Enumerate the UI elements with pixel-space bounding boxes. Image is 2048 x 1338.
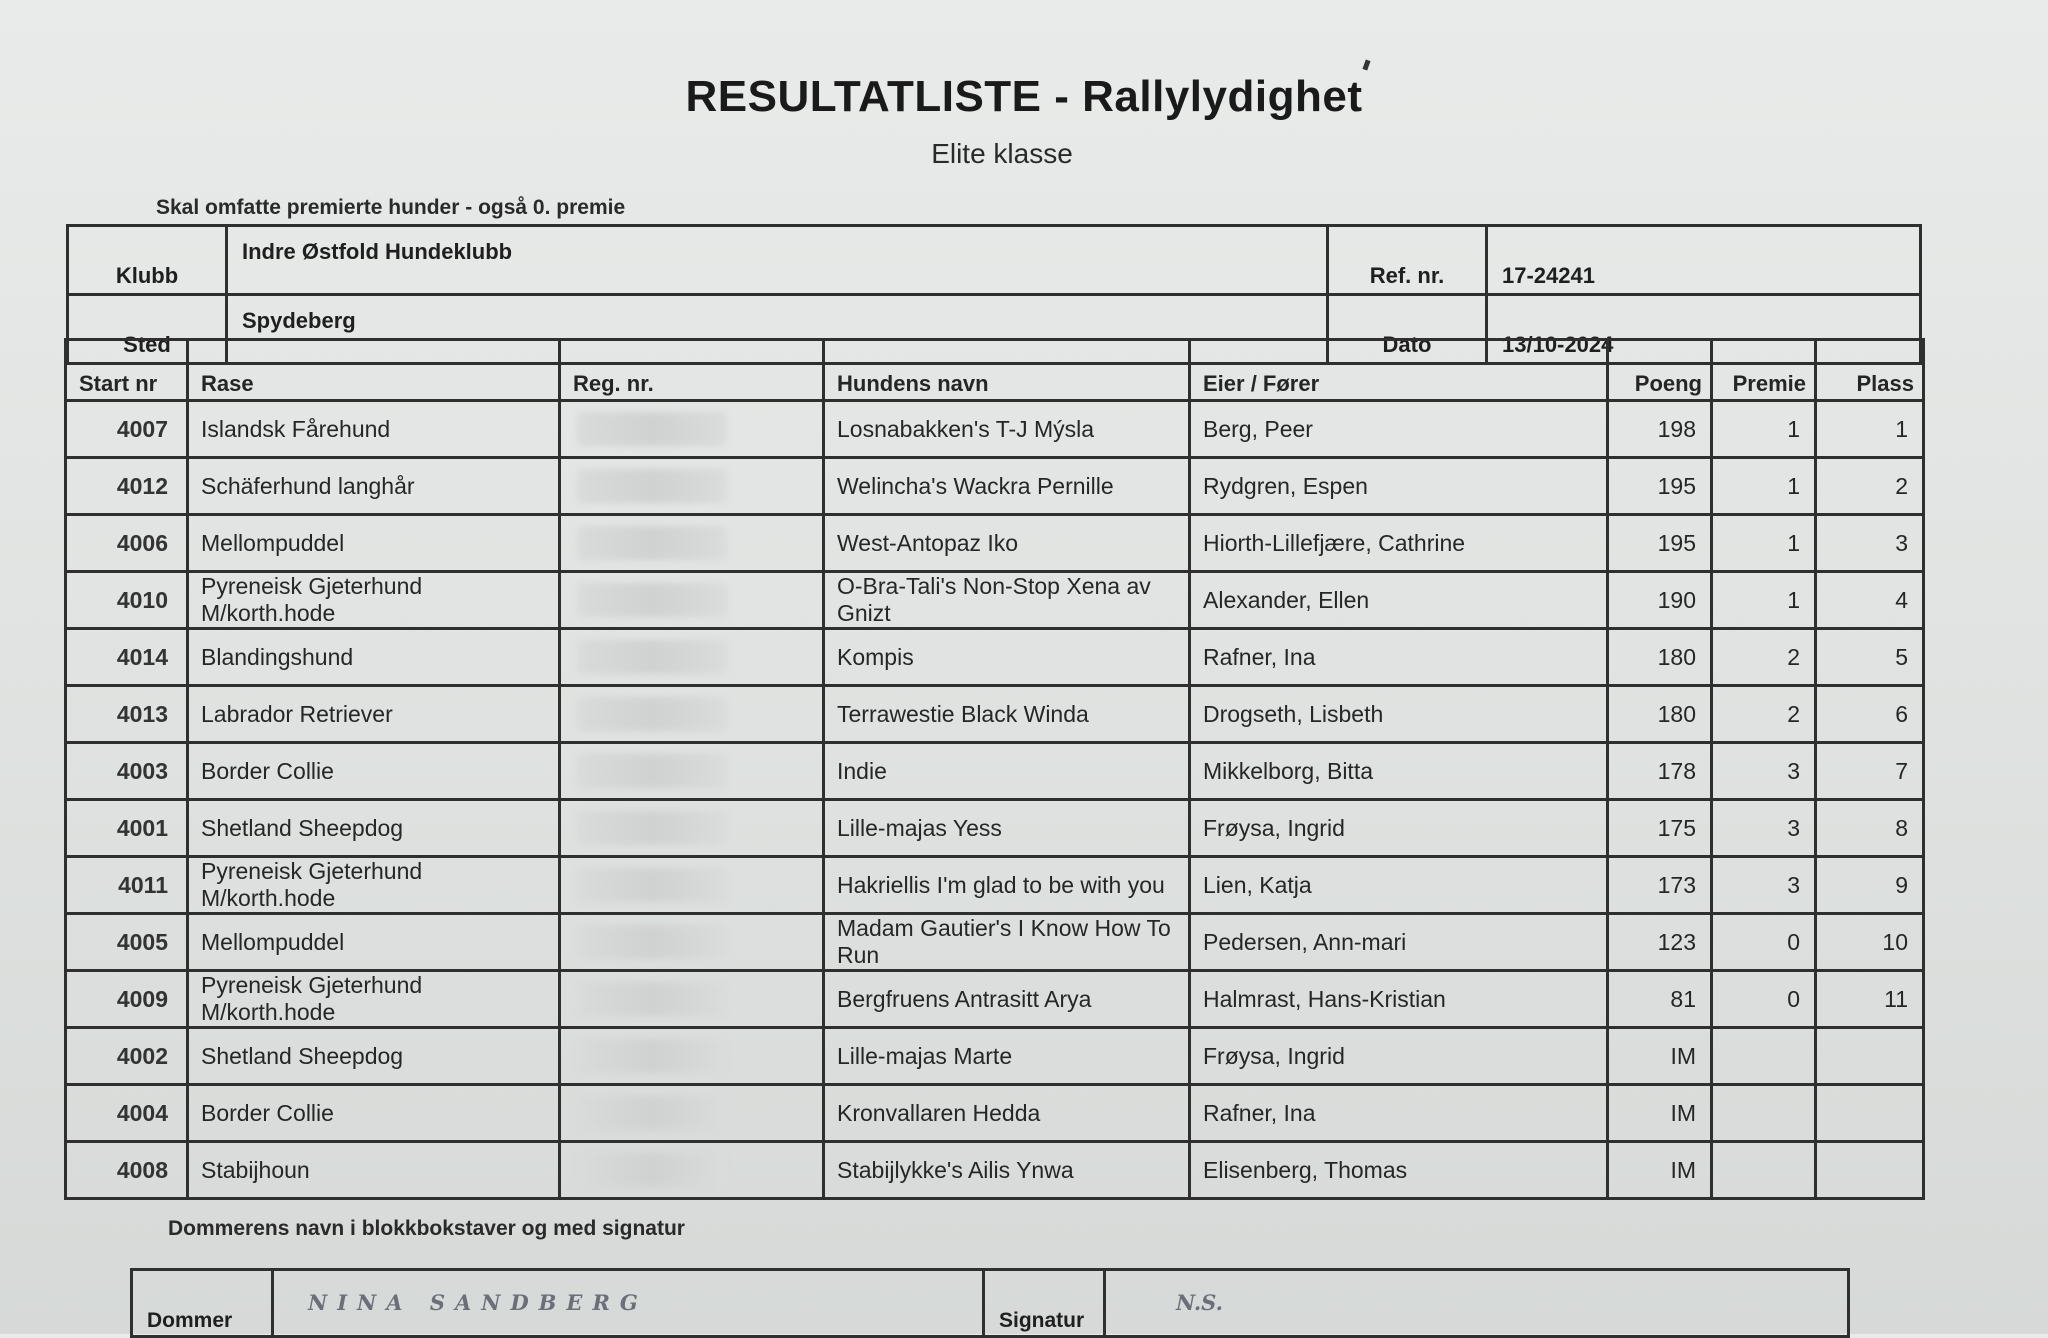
start-nr: 4012 xyxy=(66,458,188,515)
start-nr: 4013 xyxy=(66,686,188,743)
plass: 2 xyxy=(1816,458,1924,515)
premie: 1 xyxy=(1712,572,1816,629)
poeng: 178 xyxy=(1608,743,1712,800)
plass: 5 xyxy=(1816,629,1924,686)
handwritten-signature: N.S. xyxy=(1105,1270,1849,1337)
hundens-navn: Madam Gautier's I Know How To Run xyxy=(824,914,1190,971)
poeng: 198 xyxy=(1608,401,1712,458)
premie: 0 xyxy=(1712,914,1816,971)
reg-nr-redacted xyxy=(560,515,824,572)
table-row xyxy=(66,800,1924,857)
table-row xyxy=(66,515,1924,572)
start-nr: 4008 xyxy=(66,1142,188,1199)
premie: 3 xyxy=(1712,743,1816,800)
poeng: IM xyxy=(1608,1142,1712,1199)
col-rase: Rase xyxy=(188,340,560,401)
plass: 9 xyxy=(1816,857,1924,914)
start-nr: 4010 xyxy=(66,572,188,629)
rase: Schäferhund langhår xyxy=(188,458,560,515)
col-reg-nr: Reg. nr. xyxy=(560,340,824,401)
reg-nr-redacted xyxy=(560,1085,824,1142)
hundens-navn: O-Bra-Tali's Non-Stop Xena av Gnizt xyxy=(824,572,1190,629)
rase: Stabijhoun xyxy=(188,1142,560,1199)
poeng: 173 xyxy=(1608,857,1712,914)
rase: Border Collie xyxy=(188,743,560,800)
plass: 1 xyxy=(1816,401,1924,458)
reg-nr-redacted xyxy=(560,458,824,515)
hundens-navn: Losnabakken's T-J Mýsla xyxy=(824,401,1190,458)
plass xyxy=(1816,1028,1924,1085)
premie: 2 xyxy=(1712,629,1816,686)
dato-value: 13/10-2024 xyxy=(1487,295,1921,364)
premie: 1 xyxy=(1712,458,1816,515)
rase: Mellompuddel xyxy=(188,914,560,971)
col-premie: Premie xyxy=(1712,340,1816,401)
eier-forer: Drogseth, Lisbeth xyxy=(1190,686,1608,743)
premie: 0 xyxy=(1712,971,1816,1028)
table-row xyxy=(66,743,1924,800)
reg-nr-redacted xyxy=(560,629,824,686)
hundens-navn: Hakriellis I'm glad to be with you xyxy=(824,857,1190,914)
reg-nr-redacted xyxy=(560,971,824,1028)
plass xyxy=(1816,1085,1924,1142)
hundens-navn: Kronvallaren Hedda xyxy=(824,1085,1190,1142)
table-row xyxy=(66,572,1924,629)
col-hundens-navn: Hundens navn xyxy=(824,340,1190,401)
eier-forer: Frøysa, Ingrid xyxy=(1190,800,1608,857)
hundens-navn: Welincha's Wackra Pernille xyxy=(824,458,1190,515)
rase: Labrador Retriever xyxy=(188,686,560,743)
table-row xyxy=(66,629,1924,686)
table-row xyxy=(66,914,1924,971)
start-nr: 4004 xyxy=(66,1085,188,1142)
reg-nr-redacted xyxy=(560,800,824,857)
col-eier-forer: Eier / Fører xyxy=(1190,340,1608,401)
rase: Pyreneisk Gjeterhund M/korth.hode xyxy=(188,572,560,629)
klubb-label: Klubb xyxy=(68,226,227,295)
poeng: 195 xyxy=(1608,458,1712,515)
judge-signature-table xyxy=(130,1268,1850,1338)
premie: 2 xyxy=(1712,686,1816,743)
rase: Pyreneisk Gjeterhund M/korth.hode xyxy=(188,971,560,1028)
reg-nr-redacted xyxy=(560,857,824,914)
premie: 1 xyxy=(1712,401,1816,458)
hundens-navn: Terrawestie Black Winda xyxy=(824,686,1190,743)
dommer-label: Dommer xyxy=(132,1270,273,1337)
plass: 8 xyxy=(1816,800,1924,857)
table-row xyxy=(66,1142,1924,1199)
start-nr: 4002 xyxy=(66,1028,188,1085)
reg-nr-redacted xyxy=(560,401,824,458)
table-row xyxy=(66,1085,1924,1142)
eier-forer: Lien, Katja xyxy=(1190,857,1608,914)
rase: Pyreneisk Gjeterhund M/korth.hode xyxy=(188,857,560,914)
plass xyxy=(1816,1142,1924,1199)
start-nr: 4009 xyxy=(66,971,188,1028)
start-nr: 4007 xyxy=(66,401,188,458)
reg-nr-redacted xyxy=(560,572,824,629)
plass: 4 xyxy=(1816,572,1924,629)
plass: 11 xyxy=(1816,971,1924,1028)
col-poeng: Poeng xyxy=(1608,340,1712,401)
ref-value: 17-24241 xyxy=(1487,226,1921,295)
results-table xyxy=(64,338,1925,1200)
table-row xyxy=(66,971,1924,1028)
hundens-navn: West-Antopaz Iko xyxy=(824,515,1190,572)
eier-forer: Frøysa, Ingrid xyxy=(1190,1028,1608,1085)
ref-label: Ref. nr. xyxy=(1328,226,1487,295)
table-row xyxy=(66,401,1924,458)
eier-forer: Rydgren, Espen xyxy=(1190,458,1608,515)
hundens-navn: Indie xyxy=(824,743,1190,800)
table-row xyxy=(66,857,1924,914)
rase: Islandsk Fårehund xyxy=(188,401,560,458)
start-nr: 4001 xyxy=(66,800,188,857)
rase: Blandingshund xyxy=(188,629,560,686)
hundens-navn: Lille-majas Marte xyxy=(824,1028,1190,1085)
plass: 7 xyxy=(1816,743,1924,800)
poeng: IM xyxy=(1608,1085,1712,1142)
hundens-navn: Lille-majas Yess xyxy=(824,800,1190,857)
eier-forer: Rafner, Ina xyxy=(1190,1085,1608,1142)
hundens-navn: Kompis xyxy=(824,629,1190,686)
eier-forer: Mikkelborg, Bitta xyxy=(1190,743,1608,800)
eier-forer: Berg, Peer xyxy=(1190,401,1608,458)
eier-forer: Halmrast, Hans-Kristian xyxy=(1190,971,1608,1028)
poeng: 180 xyxy=(1608,629,1712,686)
eier-forer: Alexander, Ellen xyxy=(1190,572,1608,629)
class-subtitle: Elite klasse xyxy=(931,138,1073,169)
eier-forer: Hiorth-Lillefjære, Cathrine xyxy=(1190,515,1608,572)
premie xyxy=(1712,1028,1816,1085)
col-start-nr: Start nr xyxy=(66,340,188,401)
premie xyxy=(1712,1085,1816,1142)
signatur-label: Signatur xyxy=(984,1270,1105,1337)
poeng: 195 xyxy=(1608,515,1712,572)
start-nr: 4014 xyxy=(66,629,188,686)
reg-nr-redacted xyxy=(560,914,824,971)
start-nr: 4011 xyxy=(66,857,188,914)
eier-forer: Elisenberg, Thomas xyxy=(1190,1142,1608,1199)
start-nr: 4006 xyxy=(66,515,188,572)
judge-instruction: Dommerens navn i blokkbokstaver og med signatur xyxy=(168,1217,685,1240)
sted-value: Spydeberg xyxy=(227,295,1328,364)
start-nr: 4005 xyxy=(66,914,188,971)
start-nr: 4003 xyxy=(66,743,188,800)
rase: Shetland Sheepdog xyxy=(188,800,560,857)
poeng: 190 xyxy=(1608,572,1712,629)
poeng: 175 xyxy=(1608,800,1712,857)
hundens-navn: Bergfruens Antrasitt Arya xyxy=(824,971,1190,1028)
rase: Border Collie xyxy=(188,1085,560,1142)
plass: 10 xyxy=(1816,914,1924,971)
table-row xyxy=(66,458,1924,515)
poeng: 81 xyxy=(1608,971,1712,1028)
poeng: IM xyxy=(1608,1028,1712,1085)
plass: 3 xyxy=(1816,515,1924,572)
instruction-note: Skal omfatte premierte hunder - også 0. premie xyxy=(156,196,626,219)
rase: Mellompuddel xyxy=(188,515,560,572)
premie: 3 xyxy=(1712,857,1816,914)
klubb-value: Indre Østfold Hundeklubb xyxy=(227,226,1328,295)
premie: 3 xyxy=(1712,800,1816,857)
col-plass: Plass xyxy=(1816,340,1924,401)
hundens-navn: Stabijlykke's Ailis Ynwa xyxy=(824,1142,1190,1199)
eier-forer: Rafner, Ina xyxy=(1190,629,1608,686)
premie: 1 xyxy=(1712,515,1816,572)
reg-nr-redacted xyxy=(560,743,824,800)
page-title: RESULTATLISTE - Rallylydighet xyxy=(685,72,1363,121)
premie xyxy=(1712,1142,1816,1199)
reg-nr-redacted xyxy=(560,1028,824,1085)
eier-forer: Pedersen, Ann-mari xyxy=(1190,914,1608,971)
reg-nr-redacted xyxy=(560,1142,824,1199)
dommer-handwritten-name: NINA SANDBERG xyxy=(273,1270,984,1337)
poeng: 123 xyxy=(1608,914,1712,971)
ink-mark xyxy=(1362,59,1370,70)
dato-label: Dato xyxy=(1328,295,1487,364)
results-header-row xyxy=(66,340,1924,401)
poeng: 180 xyxy=(1608,686,1712,743)
rase: Shetland Sheepdog xyxy=(188,1028,560,1085)
sted-label: Sted xyxy=(68,295,227,364)
reg-nr-redacted xyxy=(560,686,824,743)
table-row xyxy=(66,1028,1924,1085)
table-row xyxy=(66,686,1924,743)
plass: 6 xyxy=(1816,686,1924,743)
